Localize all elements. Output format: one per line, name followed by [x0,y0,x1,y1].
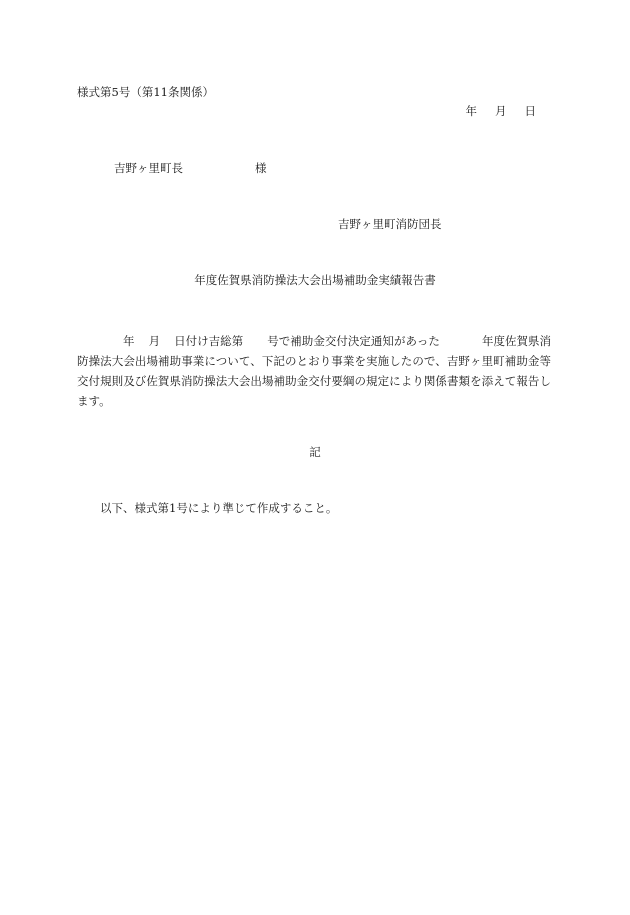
addressee [114,163,267,175]
document-title: 年度佐賀県消防操法大会出場補助金実績報告書 [194,273,436,287]
body-month-label: 月 [148,334,161,348]
report-date [466,106,537,118]
sender: 吉野ヶ里町消防団長 [338,217,442,231]
date-year: 年 [465,104,477,118]
date-day: 日 [524,104,536,118]
body-day-suffix: 日付け吉総第 [174,334,244,348]
ki-heading: 記 [309,445,321,459]
note-text: 以下、様式第1号により準じて作成すること。 [100,501,338,515]
body-text-continued: 年度佐賀県消防操法大会出場補助事業について、下記のとおり事業を実施したので、吉野ヶ里町補助金等交付規則及び佐賀県消防操法大会出場補助金交付要綱の規定により関係書類を添えて報告します。 [77,334,552,408]
body-paragraph [77,331,551,411]
body-number-suffix: 号で補助金交付決定通知があった [267,334,440,348]
form-number: 様式第5号（第11条関係） [77,85,214,99]
body-year-label: 年 [123,334,135,348]
date-month: 月 [495,104,507,118]
addressee-honorific: 様 [255,161,267,175]
addressee-name: 吉野ヶ里町長 [114,161,183,175]
